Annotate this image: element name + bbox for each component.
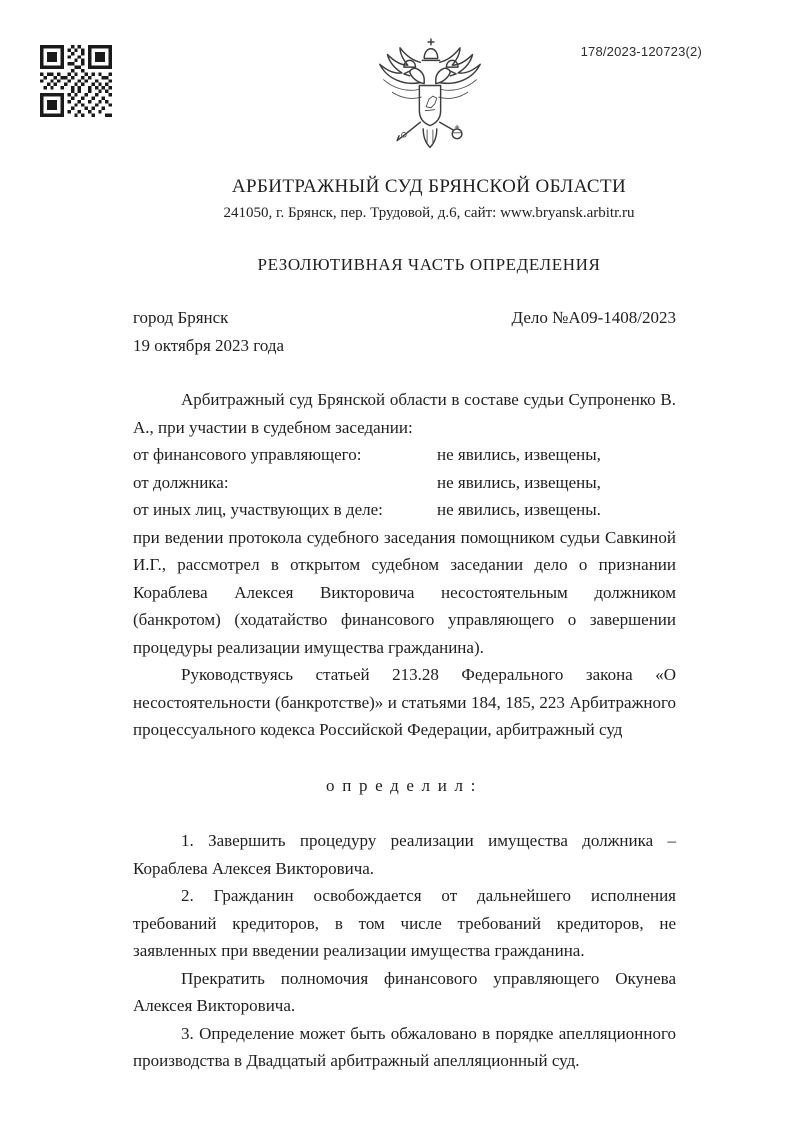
attendance-party: от иных лиц, участвующих в деле:	[133, 500, 383, 519]
attendance-status: не явились, извещены,	[437, 472, 601, 492]
russia-coat-of-arms-icon	[372, 36, 488, 164]
ruling-item: 2. Гражданин освобождается от дальнейшего исполнения требований кредиторов, в том числе требований кредиторов, не заявленных при введении реализации имущества гражданина.	[133, 886, 676, 960]
attendance-status: не явились, извещены.	[437, 500, 601, 519]
court-address: 241050, г. Брянск, пер. Трудовой, д.6, сайт: www.bryansk.arbitr.ru	[223, 205, 635, 221]
document-date: 19 октября 2023 года	[133, 335, 285, 355]
attendance-row	[133, 441, 676, 469]
document-body	[133, 304, 676, 1075]
court-name: АРБИТРАЖНЫЙ СУД БРЯНСКОЙ ОБЛАСТИ	[231, 176, 627, 197]
legal-basis-paragraph: Руководствуясь статьей 213.28 Федерального закона «О несостоятельности (банкротстве)» и статьями 184, 185, 223 Арбитражного процессуального кодекса Российской Федерации, арбитражный суд	[133, 665, 676, 739]
city-label: город Брянск	[133, 308, 229, 327]
court-composition-paragraph: Арбитражный суд Брянской области в составе судьи Супроненко В. А., при участии в судебном заседании:	[133, 390, 676, 437]
attendance-row	[133, 469, 676, 497]
qr-code-icon	[40, 45, 112, 117]
case-number: Дело №А09-1408/2023	[511, 308, 676, 327]
attendance-party: от должника:	[133, 472, 229, 492]
ruling-keyword: определил:	[326, 775, 483, 795]
attendance-status: не явились, извещены,	[437, 445, 601, 464]
ruling-item: 1. Завершить процедуру реализации имущества должника – Кораблева Алексея Викторовича.	[133, 831, 676, 878]
document-registration-number: 178/2023-120723(2)	[580, 44, 702, 59]
case-header-row	[133, 304, 676, 332]
ruling-item: 3. Определение может быть обжаловано в порядке апелляционного производства в Двадцатый арбитражный апелляционный суд.	[133, 1023, 676, 1070]
attendance-party: от финансового управляющего:	[133, 445, 362, 464]
document-title: РЕЗОЛЮТИВНАЯ ЧАСТЬ ОПРЕДЕЛЕНИЯ	[257, 255, 601, 274]
attendance-row	[133, 496, 676, 524]
ruling-item: Прекратить полномочия финансового управляющего Окунева Алексея Викторовича.	[133, 968, 676, 1015]
case-record-paragraph: при ведении протокола судебного заседания помощником судьи Савкиной И.Г., рассмотрел в открытом судебном заседании дело о признании Кораблева Алексея Викторовича несостоятельным должником (банкротом) (ходатайство финансового управляющего о завершении процедуры реализации имущества гражданина).	[133, 527, 676, 657]
